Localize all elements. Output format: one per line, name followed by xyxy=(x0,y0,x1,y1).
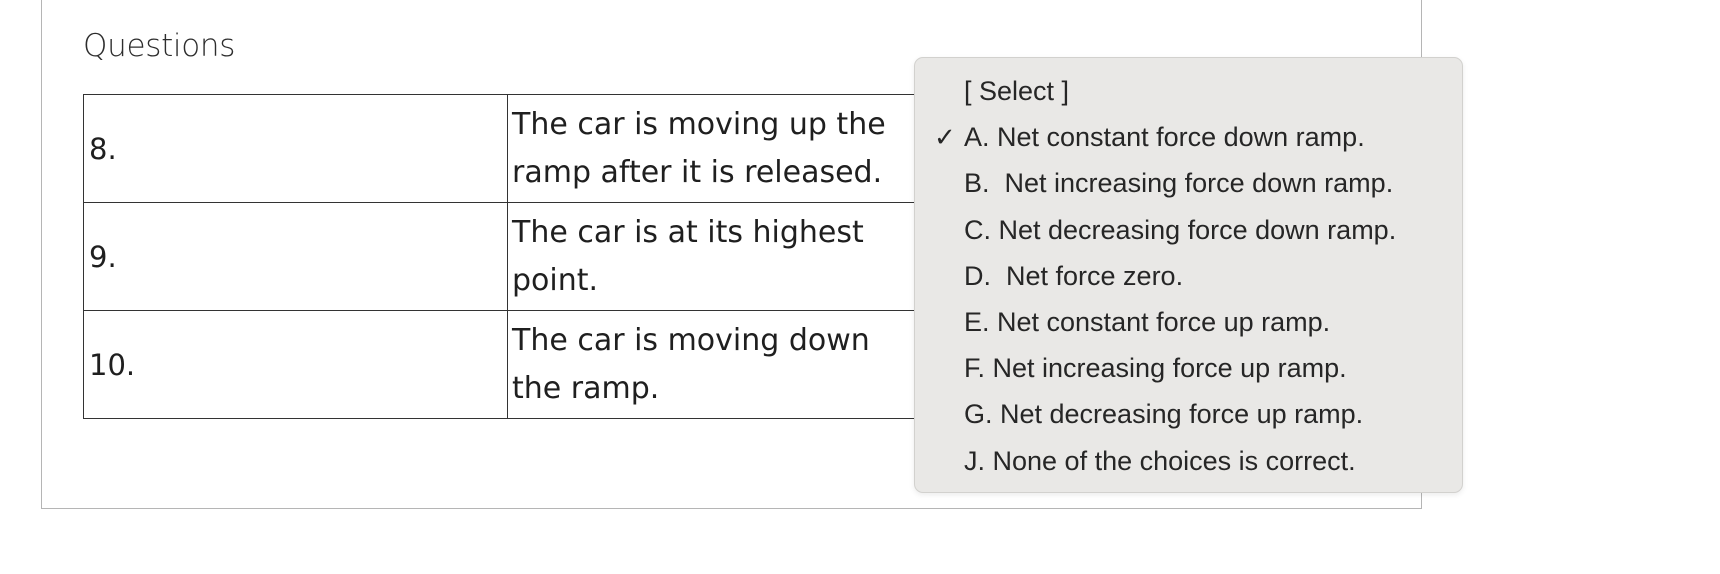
option-label: J. None of the choices is correct. xyxy=(964,445,1356,476)
dropdown-option-select[interactable] xyxy=(915,68,1462,114)
dropdown-option-f[interactable] xyxy=(915,345,1462,391)
question-number: 10. xyxy=(84,311,508,419)
dropdown-option-g[interactable] xyxy=(915,391,1462,437)
dropdown-option-j[interactable] xyxy=(915,438,1462,484)
dropdown-option-d[interactable] xyxy=(915,253,1462,299)
answer-dropdown-menu[interactable] xyxy=(914,57,1463,493)
section-title: Questions xyxy=(83,28,236,64)
option-label: A. Net constant force down ramp. xyxy=(964,122,1365,153)
option-label: C. Net decreasing force down ramp. xyxy=(964,214,1397,245)
question-description: The car is at its highest point. xyxy=(508,203,928,311)
option-label: B. Net increasing force down ramp. xyxy=(964,168,1394,199)
dropdown-option-b[interactable] xyxy=(915,160,1462,206)
dropdown-option-e[interactable] xyxy=(915,299,1462,345)
question-description: The car is moving down the ramp. xyxy=(508,311,928,419)
option-label: F. Net increasing force up ramp. xyxy=(964,353,1347,384)
option-label: D. Net force zero. xyxy=(964,260,1184,291)
table-row xyxy=(84,311,928,419)
table-row xyxy=(84,95,928,203)
option-label: G. Net decreasing force up ramp. xyxy=(964,399,1364,430)
dropdown-option-c[interactable] xyxy=(915,207,1462,253)
question-number: 8. xyxy=(84,95,508,203)
question-description: The car is moving up the ramp after it is released. xyxy=(508,95,928,203)
option-label: E. Net constant force up ramp. xyxy=(964,306,1331,337)
questions-table xyxy=(83,94,928,419)
question-number: 9. xyxy=(84,203,508,311)
option-label: [ Select ] xyxy=(964,76,1070,106)
table-row xyxy=(84,203,928,311)
checkmark-icon: ✓ xyxy=(934,122,956,153)
dropdown-option-a[interactable] xyxy=(915,114,1462,160)
